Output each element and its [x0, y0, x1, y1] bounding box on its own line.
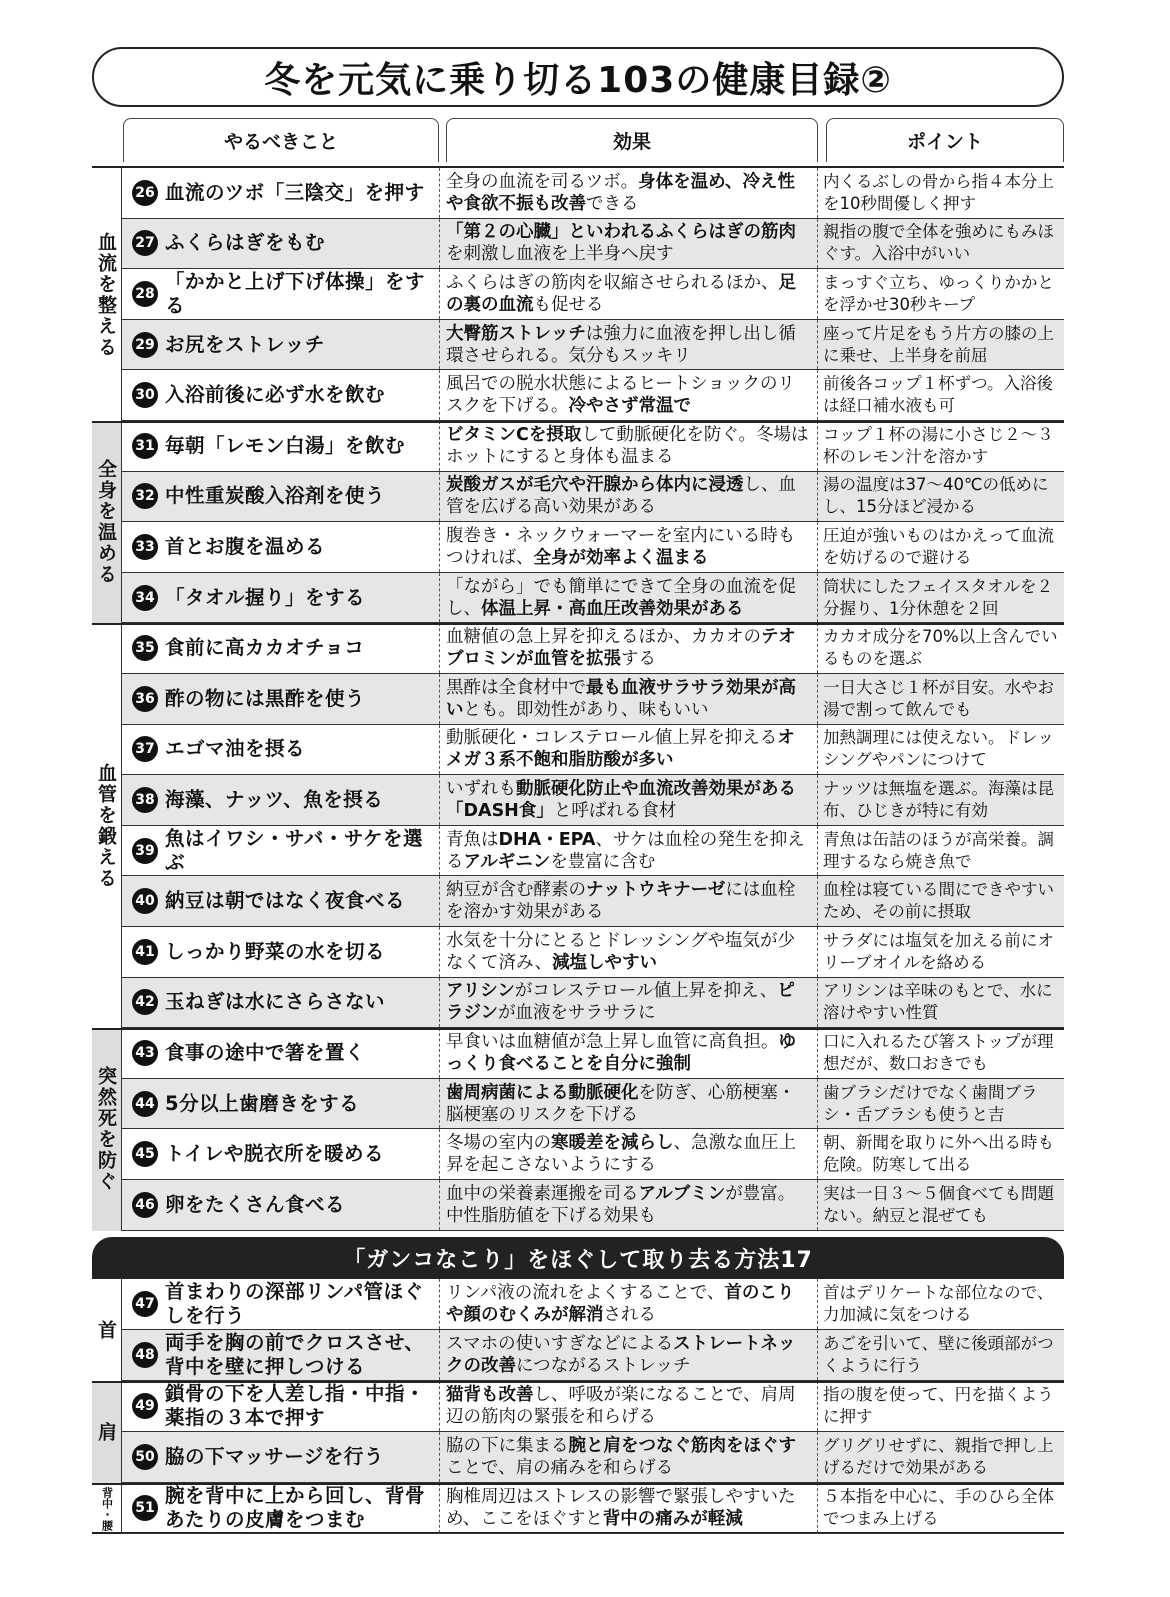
row-action-cell — [122, 1180, 440, 1230]
table-row — [122, 927, 1064, 978]
item-number-badge: 36 — [132, 686, 158, 712]
item-number-badge: 27 — [132, 230, 158, 256]
row-action-cell — [122, 1330, 440, 1380]
category-label — [92, 1279, 122, 1381]
action-text: 納豆は朝ではなく夜食べる — [165, 889, 406, 913]
item-number-badge: 28 — [132, 281, 158, 307]
item-number-badge: 42 — [132, 989, 158, 1015]
section-banner: 「ガンコなこり」をほぐして取り去る方法17 — [92, 1237, 1064, 1279]
action-text: 腕を背中に上から回し、背骨あたりの皮膚をつまむ — [165, 1484, 426, 1531]
effect-cell: 動脈硬化・コレステロール値上昇を抑えるオメガ３系不飽和脂肪酸が多い — [440, 725, 818, 775]
point-cell: 前後各コップ１杯ずつ。入浴後は経口補水液も可 — [823, 374, 1054, 416]
category-label — [92, 623, 122, 1028]
action-text: 食事の途中で箸を置く — [165, 1040, 366, 1064]
item-number-badge: 32 — [132, 483, 158, 509]
item-number-badge: 33 — [132, 534, 158, 560]
category-label — [92, 421, 122, 623]
table-row — [122, 1028, 1064, 1079]
table-row — [122, 1079, 1064, 1130]
table-row — [122, 1330, 1064, 1381]
table-row — [122, 1129, 1064, 1180]
row-action-cell — [122, 623, 440, 673]
point-cell: あごを引いて、壁に後頭部がつくように行う — [823, 1334, 1054, 1375]
point-cell: 一日大さじ１杯が目安。水やお湯で割って飲んでも — [823, 677, 1054, 719]
category-divider — [92, 421, 1064, 423]
item-number-badge: 26 — [132, 180, 158, 206]
item-number-badge: 46 — [132, 1192, 158, 1218]
action-text: 5分以上歯磨きをする — [165, 1091, 360, 1115]
table-row — [122, 472, 1064, 523]
table-row — [122, 522, 1064, 573]
table-row — [122, 269, 1064, 320]
action-text: 卵をたくさん食べる — [165, 1192, 346, 1216]
item-number-badge: 39 — [132, 838, 158, 864]
effect-cell: 青魚はDHA・EPA、サケは血栓の発生を抑えるアルギニンを豊富に含む — [440, 826, 818, 876]
item-number-badge: 43 — [132, 1040, 158, 1066]
point-cell: グリグリせずに、親指で押し上げるだけで効果がある — [823, 1436, 1054, 1477]
effect-cell: 納豆が含む酵素のナットウキナーゼには血栓を溶かす効果がある — [440, 876, 818, 926]
category-text: 首 — [95, 1319, 117, 1341]
effect-cell: 「第２の心臓」といわれるふくらはぎの筋肉を刺激し血液を上半身へ戻す — [440, 219, 818, 269]
effect-cell: 腹巻き・ネックウォーマーを室内にいる時もつければ、全身が効率よく温まる — [440, 522, 818, 572]
item-number-badge: 49 — [132, 1393, 158, 1419]
category-divider — [92, 1381, 1064, 1383]
point-cell: 歯ブラシだけでなく歯間ブラシ・舌ブラシも使うと吉 — [823, 1082, 1038, 1124]
point-cell: 血栓は寝ている間にできやすいため、その前に摂取 — [823, 880, 1054, 922]
effect-cell: 胸椎周辺はストレスの影響で緊張しやすいため、ここをほぐすと背中の痛みが軽減 — [440, 1483, 818, 1533]
action-text: トイレや脱衣所を暖める — [165, 1142, 385, 1166]
effect-cell: 大臀筋ストレッチは強力に血液を押し出し循環させられる。気分もスッキリ — [440, 320, 818, 370]
effect-cell: 黒酢は全食材中で最も血液サラサラ効果が高いとも。即効性があり、味もいい — [440, 674, 818, 724]
effect-cell: ビタミンCを摂取して動脈硬化を防ぐ。冬場はホットにすると身体も温まる — [440, 421, 818, 471]
row-action-cell — [122, 1129, 440, 1179]
category-text: 突然死を防ぐ — [95, 1066, 117, 1193]
category-text: 背中・腰 — [100, 1486, 114, 1531]
table-row — [122, 623, 1064, 674]
item-number-badge: 29 — [132, 332, 158, 358]
effect-cell: 炭酸ガスが毛穴や汗腺から体内に浸透し、血管を広げる高い効果がある — [440, 472, 818, 522]
action-text: 脇の下マッサージを行う — [165, 1445, 384, 1468]
category-label — [92, 1028, 122, 1230]
table-row — [122, 320, 1064, 371]
action-text: 「タオル握り」をする — [165, 585, 366, 609]
item-number-badge: 40 — [132, 888, 158, 914]
point-cell: 親指の腹で全体を強めにもみほぐす。入浴中がいい — [823, 222, 1054, 264]
category-text: 肩 — [95, 1421, 117, 1443]
effect-cell: 猫背も改善し、呼吸が楽になることで、肩周辺の筋肉の緊張を和らげる — [440, 1381, 818, 1431]
point-cell: ナッツは無塩を選ぶ。海藻は昆布、ひじきが特に有効 — [823, 778, 1054, 820]
effect-cell: 血糖値の急上昇を抑えるほか、カカオのテオブロミンが血管を拡張する — [440, 623, 818, 673]
action-text: お尻をストレッチ — [165, 332, 325, 356]
table-row — [122, 725, 1064, 776]
effect-cell: 水気を十分にとるとドレッシングや塩気が少なくて済み、減塩しやすい — [440, 927, 818, 977]
effect-cell: 歯周病菌による動脈硬化を防ぎ、心筋梗塞・脳梗塞のリスクを下げる — [440, 1079, 818, 1129]
action-text: 中性重炭酸入浴剤を使う — [165, 484, 386, 508]
point-cell: サラダには塩気を加える前にオリーブオイルを絡める — [823, 930, 1054, 972]
point-cell: 座って片足をもう片方の膝の上に乗せ、上半身を前屈 — [823, 323, 1054, 365]
row-action-cell — [122, 1432, 440, 1482]
action-text: 「かかと上げ下げ体操」をする — [165, 269, 426, 317]
stiffness-table — [92, 1279, 1064, 1534]
point-cell: コップ１杯の湯に小さじ２～３杯のレモン汁を溶かす — [823, 424, 1054, 466]
table-row — [122, 168, 1064, 219]
action-text: 首とお腹を温める — [165, 534, 326, 558]
category-text: 全身を温める — [95, 459, 117, 586]
table-row — [122, 573, 1064, 624]
effect-cell: 冬場の室内の寒暖差を減らし、急激な血圧上昇を起こさないようにする — [440, 1129, 818, 1179]
item-number-badge: 31 — [132, 433, 158, 459]
item-number-badge: 30 — [132, 382, 158, 408]
item-number-badge: 44 — [132, 1091, 158, 1117]
item-number-badge: 51 — [132, 1495, 158, 1521]
table-row — [122, 775, 1064, 826]
point-cell: 指の腹を使って、円を描くように押す — [823, 1385, 1054, 1426]
row-action-cell — [122, 826, 440, 876]
row-action-cell — [122, 674, 440, 724]
action-text: 首まわりの深部リンパ管ほぐしを行う — [165, 1280, 424, 1327]
point-cell: 筒状にしたフェイスタオルを２分握り、1分休憩を２回 — [823, 576, 1054, 618]
table-row — [122, 978, 1064, 1029]
item-number-badge: 37 — [132, 736, 158, 762]
category-divider — [92, 1028, 1064, 1030]
point-cell: 首はデリケートな部位なので、力加減に気をつける — [823, 1283, 1054, 1324]
table-row — [122, 876, 1064, 927]
effect-cell: 脇の下に集まる腕と肩をつなぐ筋肉をほぐすことで、肩の痛みを和らげる — [440, 1432, 818, 1482]
health-table — [92, 166, 1064, 1229]
category-text: 血管を鍛える — [95, 762, 117, 889]
row-action-cell — [122, 168, 440, 218]
point-cell: 圧迫が強いものはかえって血流を妨げるので避ける — [823, 525, 1054, 567]
item-number-badge: 50 — [132, 1444, 158, 1470]
point-cell: 青魚は缶詰のほうが高栄養。調理するなら焼き魚で — [823, 829, 1054, 871]
row-action-cell — [122, 421, 440, 471]
row-action-cell — [122, 876, 440, 926]
category-divider — [92, 1483, 1064, 1485]
action-text: 両手を胸の前でクロスさせ、背中を壁に押しつける — [165, 1331, 425, 1378]
table-row — [122, 1381, 1064, 1432]
item-number-badge: 35 — [132, 635, 158, 661]
category-divider — [92, 623, 1064, 625]
header-effect: 効果 — [446, 118, 818, 162]
effect-cell: ふくらはぎの筋肉を収縮させられるほか、足の裏の血流も促せる — [440, 269, 818, 319]
effect-cell: 早食いは血糖値が急上昇し血管に高負担。ゆっくり食べることを自分に強制 — [440, 1028, 818, 1078]
category-label — [92, 1381, 122, 1483]
point-cell: 口に入れるたび箸ストップが理想だが、数口おきでも — [823, 1031, 1054, 1073]
table-row — [122, 421, 1064, 472]
header-do: やるべきこと — [123, 118, 439, 162]
action-text: 玉ねぎは水にさらさない — [165, 990, 386, 1014]
row-action-cell — [122, 1028, 440, 1078]
table-row — [122, 219, 1064, 270]
point-cell: 内くるぶしの骨から指４本分上を10秒間優しく押す — [823, 171, 1054, 213]
item-number-badge: 47 — [132, 1291, 158, 1317]
action-text: 酢の物には黒酢を使う — [165, 686, 366, 710]
row-action-cell — [122, 219, 440, 269]
table-row — [122, 674, 1064, 725]
table-row — [122, 370, 1064, 421]
action-text: 毎朝「レモン白湯」を飲む — [165, 433, 406, 457]
action-text: しっかり野菜の水を切る — [165, 939, 386, 963]
row-action-cell — [122, 320, 440, 370]
table-row — [122, 1279, 1064, 1330]
page-title: 冬を元気に乗り切る103の健康目録② — [92, 47, 1064, 107]
row-action-cell — [122, 725, 440, 775]
effect-cell: 全身の血流を司るツボ。身体を温め、冷え性や食欲不振も改善できる — [440, 168, 818, 218]
effect-cell: スマホの使いすぎなどによるストレートネックの改善につながるストレッチ — [440, 1330, 818, 1380]
point-cell: 実は一日３～５個食べても問題ない。納豆と混ぜても — [823, 1183, 1054, 1225]
action-text: ふくらはぎをもむ — [165, 231, 326, 255]
action-text: 血流のツボ「三陰交」を押す — [165, 180, 425, 204]
point-cell: ５本指を中心に、手のひら全体でつまみ上げる — [823, 1487, 1054, 1528]
row-action-cell — [122, 269, 440, 319]
action-text: 入浴前後に必ず水を飲む — [165, 383, 386, 407]
action-text: 海藻、ナッツ、魚を摂る — [165, 787, 384, 811]
category-text: 血流を整える — [95, 231, 117, 358]
effect-cell: 血中の栄養素運搬を司るアルブミンが豊富。中性脂肪値を下げる効果も — [440, 1180, 818, 1230]
row-action-cell — [122, 1279, 440, 1329]
effect-cell: アリシンがコレステロール値上昇を抑え、ピラジンが血液をサラサラに — [440, 978, 818, 1028]
table-row — [122, 1432, 1064, 1483]
point-cell: 湯の温度は37～40℃の低めにし、15分ほど浸かる — [823, 475, 1049, 517]
row-action-cell — [122, 370, 440, 420]
item-number-badge: 45 — [132, 1141, 158, 1167]
row-action-cell — [122, 1483, 440, 1533]
action-text: 食前に高カカオチョコ — [165, 636, 365, 660]
item-number-badge: 41 — [132, 939, 158, 965]
row-action-cell — [122, 978, 440, 1028]
item-number-badge: 48 — [132, 1342, 158, 1368]
row-action-cell — [122, 1381, 440, 1431]
row-action-cell — [122, 1079, 440, 1129]
table-row — [122, 826, 1064, 877]
category-label — [92, 168, 122, 421]
category-label — [92, 1483, 122, 1534]
action-text: 鎖骨の下を人差し指・中指・薬指の３本で押す — [165, 1382, 426, 1429]
point-cell: まっすぐ立ち、ゆっくりかかとを浮かせ30秒キープ — [823, 272, 1054, 314]
point-cell: カカオ成分を70%以上含んでいるものを選ぶ — [823, 627, 1058, 669]
effect-cell: いずれも動脈硬化防止や血流改善効果がある「DASH食」と呼ばれる食材 — [440, 775, 818, 825]
row-action-cell — [122, 927, 440, 977]
row-action-cell — [122, 522, 440, 572]
action-text: エゴマ油を摂る — [165, 737, 306, 761]
point-cell: 加熱調理には使えない。ドレッシングやパンにつけて — [823, 728, 1054, 770]
row-action-cell — [122, 472, 440, 522]
point-cell: アリシンは辛味のもとで、水に溶けやすい性質 — [823, 981, 1053, 1023]
row-action-cell — [122, 775, 440, 825]
table-row — [122, 1180, 1064, 1231]
item-number-badge: 38 — [132, 787, 158, 813]
action-text: 魚はイワシ・サバ・サケを選ぶ — [165, 826, 424, 874]
effect-cell: 「ながら」でも簡単にできて全身の血流を促し、体温上昇・高血圧改善効果がある — [440, 573, 818, 623]
effect-cell: リンパ液の流れをよくすることで、首のこりや顔のむくみが解消される — [440, 1279, 818, 1329]
point-cell: 朝、新聞を取りに外へ出る時も危険。防寒して出る — [823, 1133, 1054, 1175]
effect-cell: 風呂での脱水状態によるヒートショックのリスクを下げる。冷やさず常温で — [440, 370, 818, 420]
table-row — [122, 1483, 1064, 1534]
row-action-cell — [122, 573, 440, 623]
header-point: ポイント — [826, 118, 1064, 162]
item-number-badge: 34 — [132, 585, 158, 611]
